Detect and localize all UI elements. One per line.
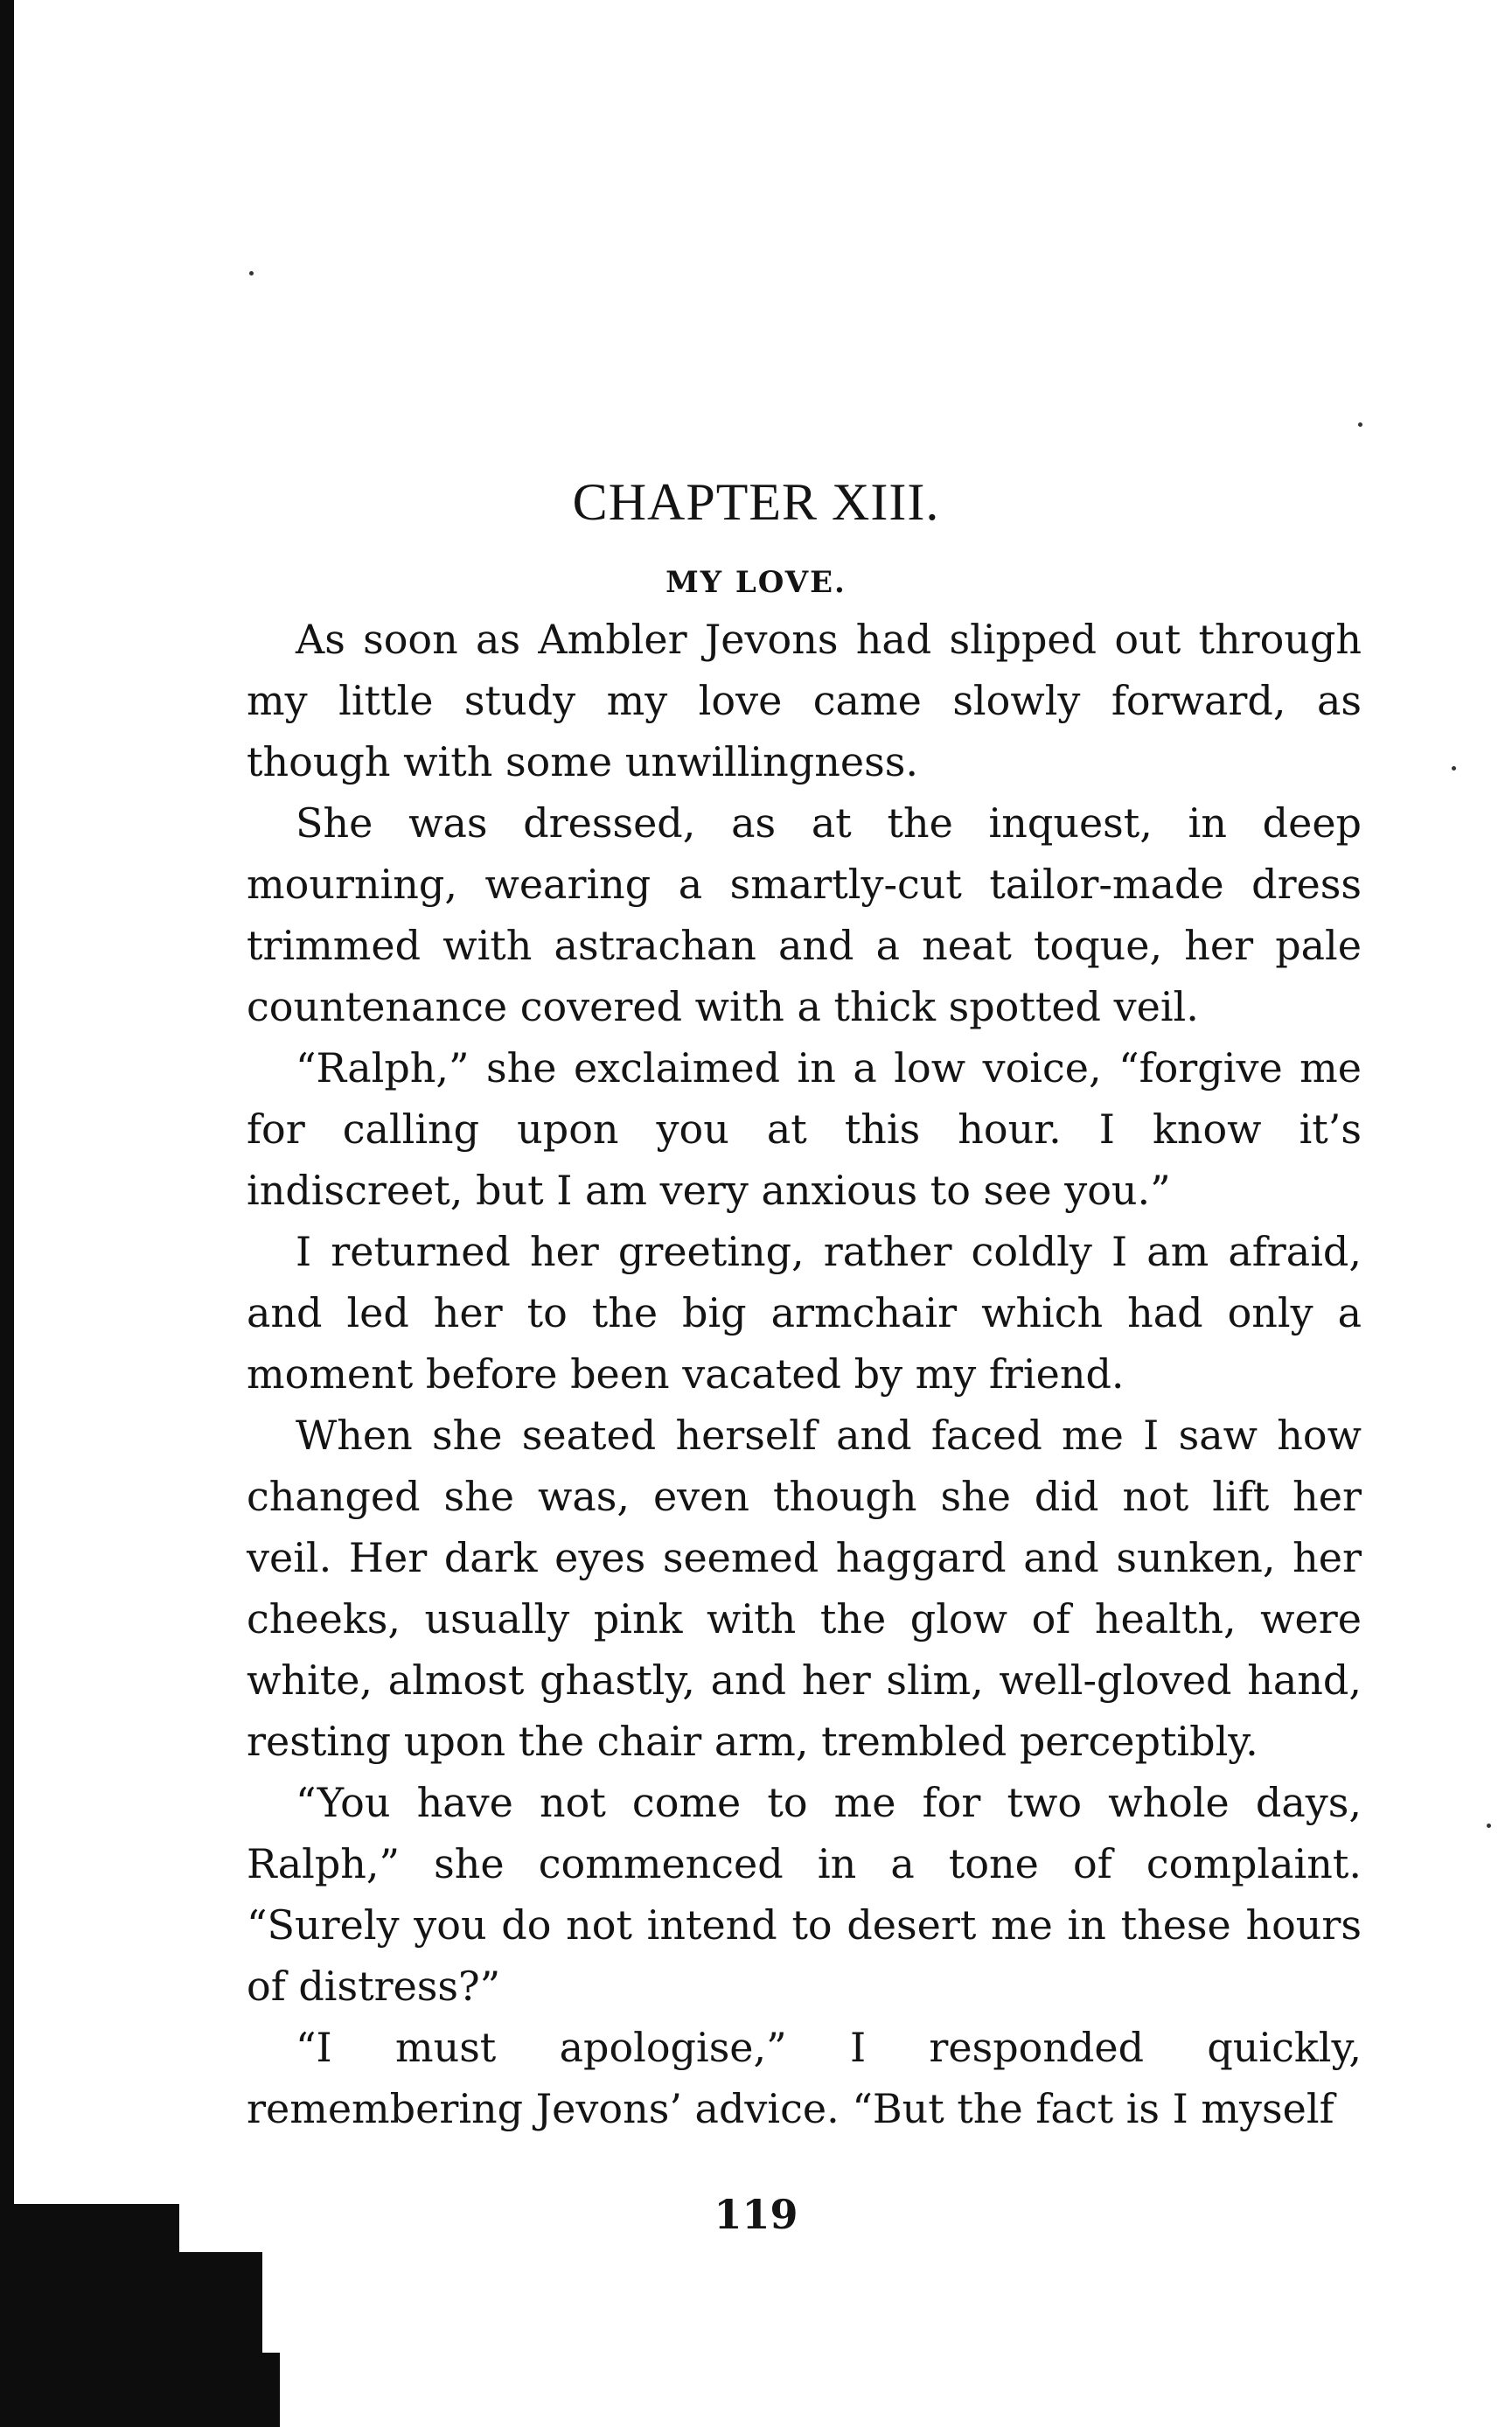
binding-edge	[0, 0, 14, 2427]
paragraph: I returned her greeting, rather coldly I am afraid, and led her to the big armchair which had only a moment before been vacated by my friend.	[247, 1228, 1362, 1398]
page-number: 119	[714, 2191, 798, 2238]
paragraph: As soon as Ambler Jevons had slipped out through my little study my love came slowly forward, as though with some unwillingness.	[247, 616, 1362, 785]
chapter-subtitle: MY LOVE.	[665, 565, 847, 600]
paragraph: “Ralph,” she exclaimed in a low voice, “forgive me for calling upon you at this hour. I know it’s indiscreet, but I am very anxious to see you.”	[247, 1044, 1362, 1214]
binding-shadow	[262, 2353, 280, 2427]
paragraph: “I must apologise,” I responded quickly, remembering Jevons’ advice. “But the fact is I myself	[247, 2024, 1362, 2132]
binding-shadow	[179, 2252, 262, 2427]
scan-speck	[1487, 1824, 1491, 1828]
paragraph: “You have not come to me for two whole days, Ralph,” she commenced in a tone of complaint. “Surely you do not intend to desert me in these hours of distress?”	[247, 1779, 1362, 2010]
scan-speck	[1452, 766, 1456, 771]
scan-speck	[1358, 422, 1362, 427]
paragraph: She was dressed, as at the inquest, in deep mourning, wearing a smartly-cut tailor-made dress trimmed with astrachan and a neat toque, her pale countenance covered with a thick spotted veil.	[247, 799, 1362, 1030]
chapter-title: CHAPTER XIII.	[572, 473, 940, 531]
chapter-body	[247, 609, 1362, 2139]
paragraph: When she seated herself and faced me I saw how changed she was, even though she did not lift her veil. Her dark eyes seemed haggard and sunken, her cheeks, usually pink with the glow of health, were white, almost ghastly, and her slim, well-gloved hand, resting upon the chair arm, trembled perceptibly.	[247, 1412, 1362, 1765]
scan-speck	[249, 271, 254, 275]
